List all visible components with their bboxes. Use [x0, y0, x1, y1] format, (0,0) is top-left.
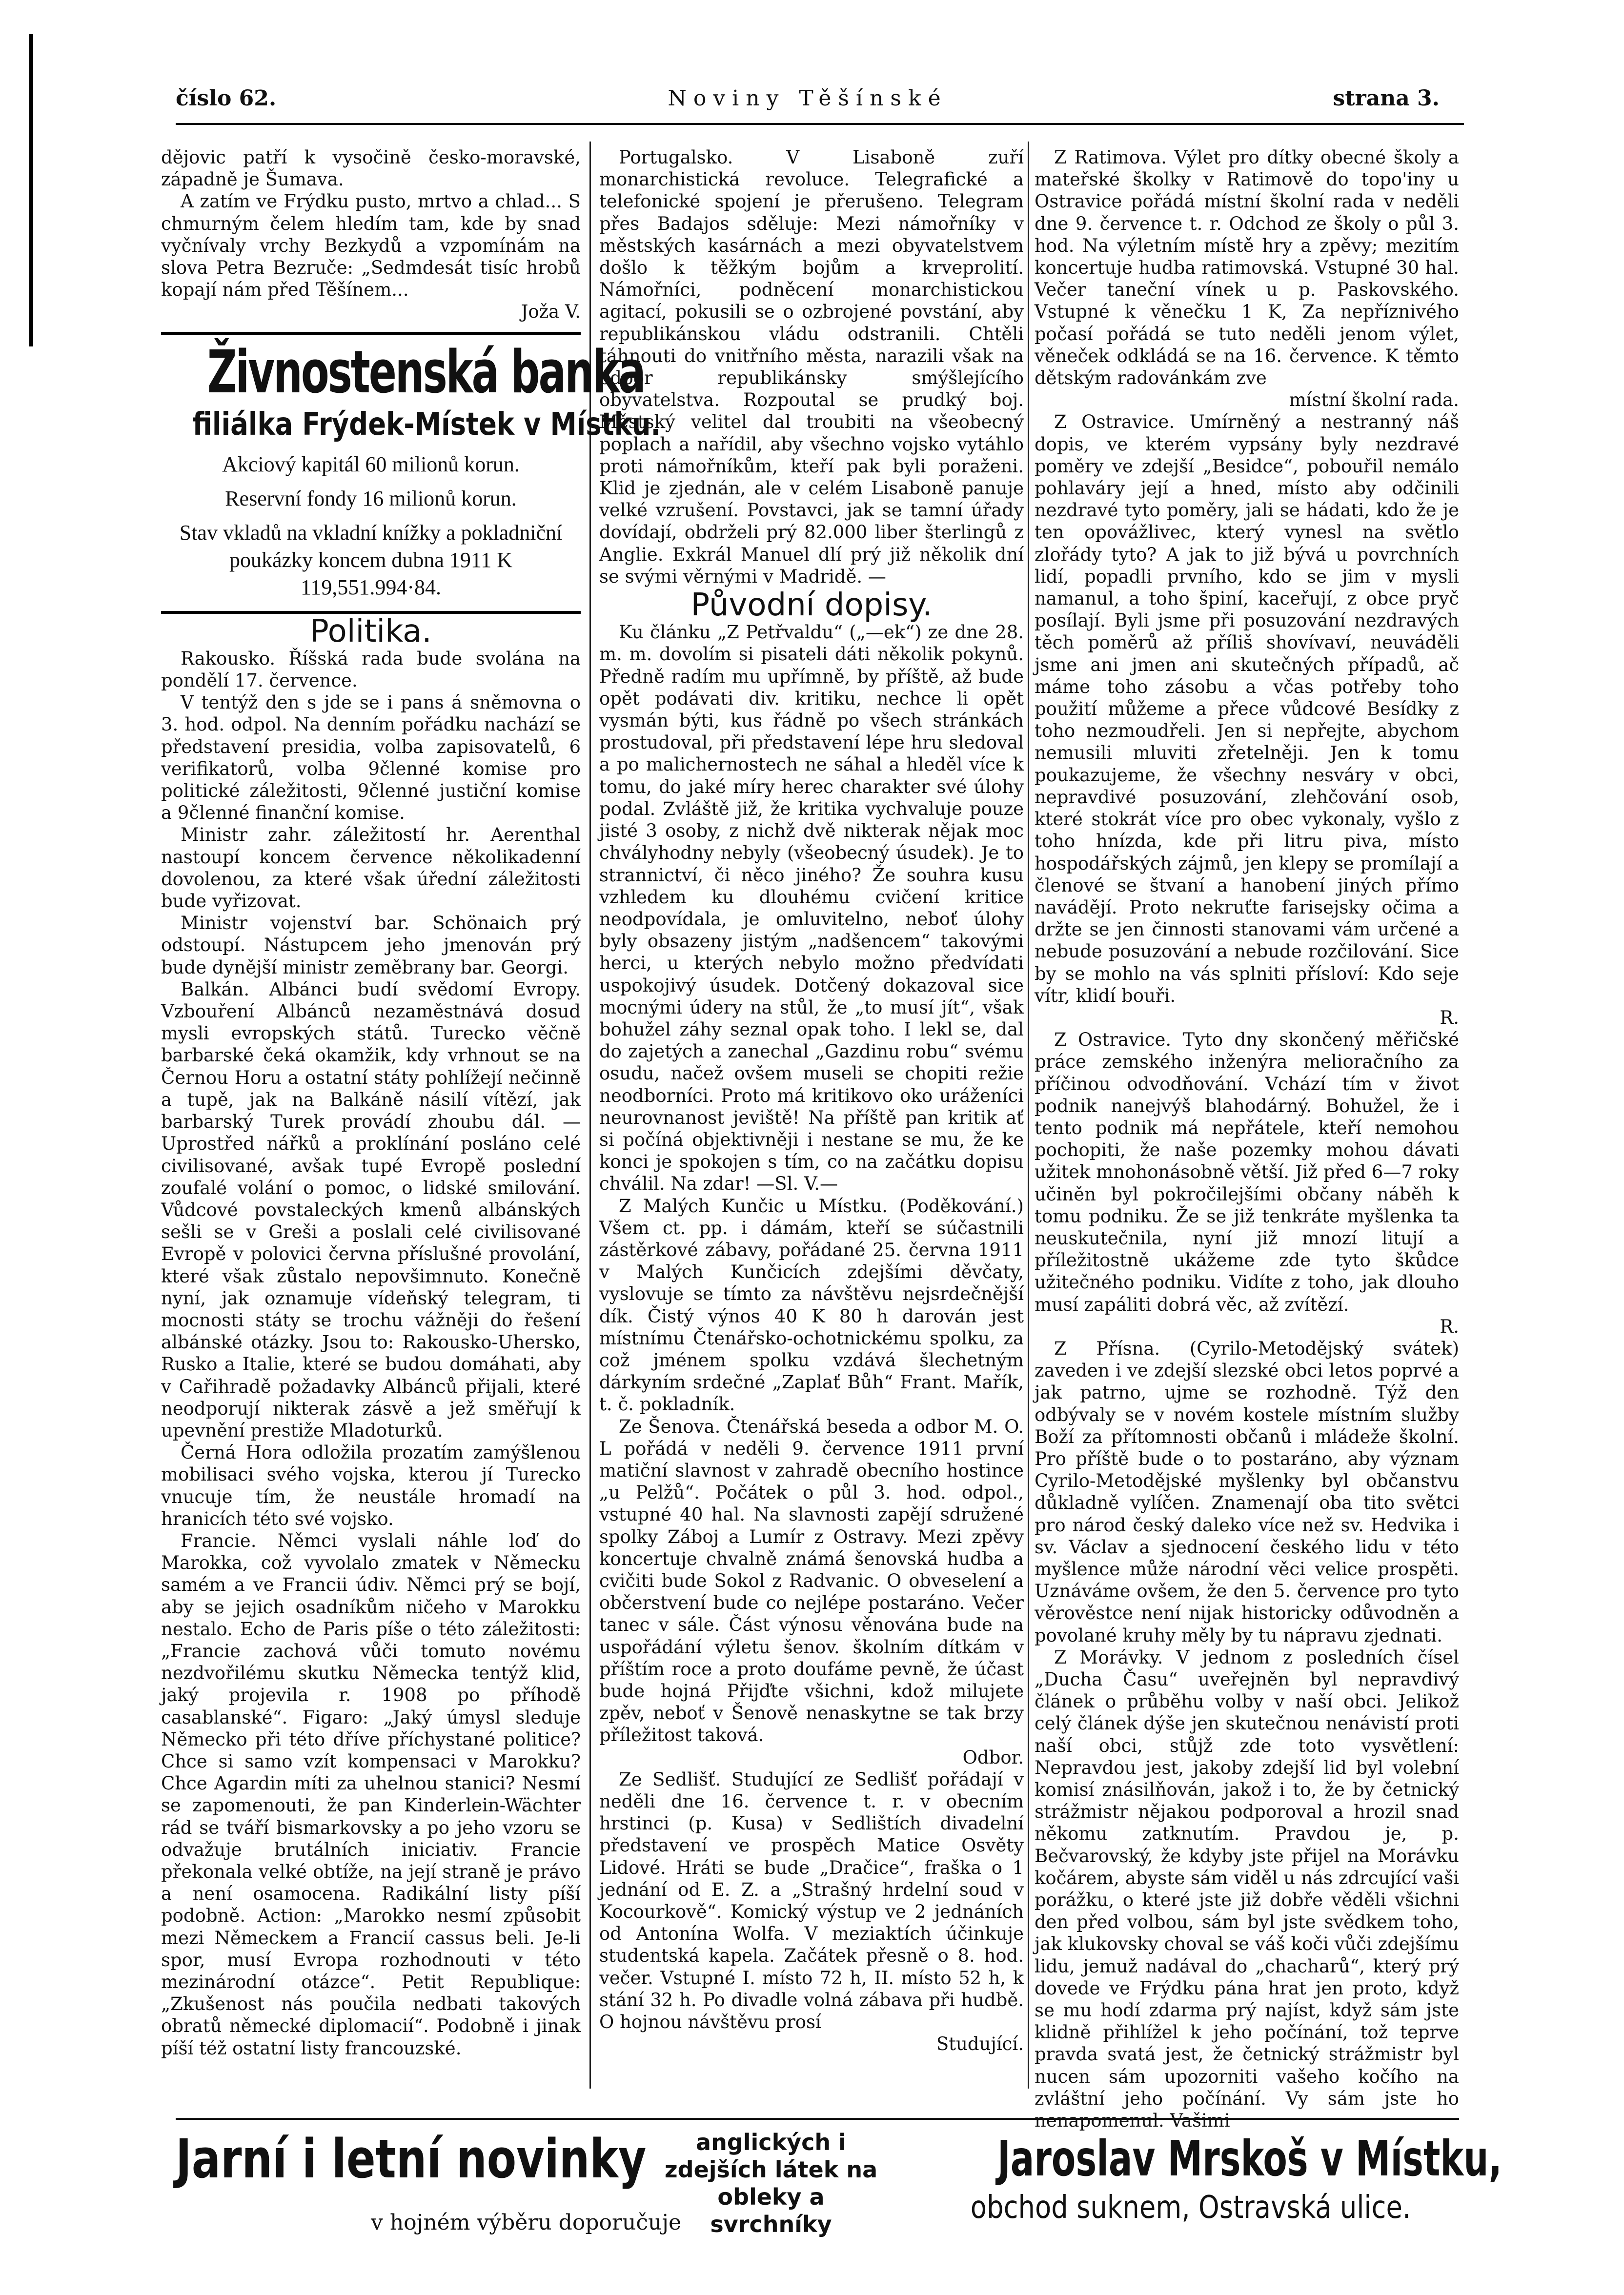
article-paragraph: Ministr vojenství bar. Schönaich prý odstoupí. Nástupcem jeho jmenován prý bude dynější ministr zeměbrany bar. Georgi. [161, 913, 581, 978]
bank-advertisement [161, 332, 661, 614]
column-divider-2 [1028, 142, 1029, 2089]
letter-paragraph: Z Ratimova. Výlet pro dítky obecné školy a mateřské školky v Ratimově do topo'iny u Ostravice pořádá místní školní rada v neděli dne 9. července t. r. Odchod ze školy o půl 3. hod. Na výletním místě hry a zpěvy; mezitím koncertuje hudba ratimovská. Vstupné 30 hal. Večer taneční vínek u p. Paskovského. Vstupné k věnečku 1 K, Za nepříznivého počasí pořádá se tuto neděli jenom výlet, věneček odkládá se na 16. července. K těmto dětským radovánkám zve [1035, 147, 1459, 389]
letter-paragraph: Ze Sedlišť. Studující ze Sedlišť pořádají v neděli dne 16. července t. r. v obecním hrstinci (p. Kusa) v Sedlištích divadelní představení ve prospěch Matice Osvěty Lidové. Hráti se bude „Dračice“, fraška o 1 jednání od E. Z. a „Strašný hrdelní soud v Kocourkově“. Komický výstup ve 2 jednáních od Antonína Wolfa. V meziaktích účinkuje studentská kapela. Začátek přesně o 8. hod. večer. Vstupné I. místo 72 h, II. místo 52 h, k stání 32 h. Po divadle volná zábava při hudbě. O hojnou návštěvu prosí [599, 1768, 1024, 2033]
article-paragraph: dějovic patří k vysočině česko-moravské, západně je Šumava. [161, 147, 581, 190]
section-heading-dopisy: Původní dopisy. [690, 587, 933, 624]
letter-signature: R. [1440, 1007, 1459, 1028]
letter-paragraph: Z Morávky. V jednom z posledních čísel „Ducha Času“ uveřejněn byl nepravdivý článek o průběhu volby v naší obci. Jelikož celý článek dýše jen skutečnou nenávistí proti naší obci, stůjž zde toto vysvětlení: Nepravdou jest, jakoby zdejší lid byl volební komisí znásilňován, jakož i to, že by četnický strážmistr nějakou podporoval a hrozil snad někomu zatknutím. Pravdou je, p. Bečvarovský, že kdyby jste přijel na Morávku kočárem, abyste sám viděl u nás zdrcující vaši porážku, o které jste již dobře věděli všichni den před volbou, sám byl jste svědkem toho, jak klukovsky choval se váš koči vůči zdejšímu lidu, jemuž nadával do „chacharů“, který prý dovede ve Frýdku pána hrat jen proto, když se mu hodí zdarma prý najíst, když sám jste klidně přihlížel k jeho počínání, tož teprve pravda svatá jest, že četnický strážmistr byl nucen sám upozorniti vašeho kočího na zvláštní jeho počínání. Vy sám jste ho nenapomenul. Vašimi [1035, 1646, 1459, 2132]
article-paragraph: Ministr zahr. záležitostí hr. Aerenthal nastoupí koncem července několikadenní dovolenou, za které však úřední záležitosti bude vyřizovat. [161, 824, 581, 912]
letter-paragraph: Z Ostravice. Tyto dny skončený měřičské práce zemského inženýra melioračního za příčinou odvodňování. Vchází tím v život podnik nanejvýš blahodárný. Bohužel, že i tento podnik má nepřátele, kteří nemohou pochopiti, že naše pozemky mohou dávati užitek mnohonásobně větší. Již před 6—7 roky učiněn byl pokročilejšími občany náběh k tomu podniku. Že se již tenkráte myšlenka ta neuskutečnila, nyní již mnozí litují a příležitostně ukážeme zde tyto škůdce užitečného podniku. Vidíte z toho, jak dlouho musí zapáliti dobrá věc, až zvítězí. [1035, 1029, 1459, 1315]
column-1 [161, 146, 661, 2113]
footer-ad-title: Jarní i letní novinky [176, 2128, 647, 2190]
footer-advertisement [176, 2118, 1502, 2247]
footer-ad-merchant: Jaroslav Mrskoš v Místku, [997, 2130, 1502, 2187]
column-2 [599, 146, 1024, 2113]
footer-ad-fabrics: anglických i zdejších látek na obleky a svrchníky [664, 2129, 878, 2237]
footer-ad-shop: obchod suknem, Ostravská ulice. [970, 2190, 1411, 2226]
article-paragraph: Francie. Němci vyslali náhle loď do Marokka, což vyvolalo zmatek v Německu samém a ve Francii údiv. Němci prý se bojí, aby se jejich osadníkům ničeho v Marokku nestalo. Echo de Paris píše o této záležitosti: „Francie zachová vůči tomuto novému nezdvořilému skutku Německa tentýž klid, jaký projevila r. 1908 po příhodě casablanské“. Figaro: „Jaký úmysl sleduje Německo při této dříve příchystané politice? Chce si samo vzít kompensaci v Marokku? Chce Agardin míti za uhelnou stanici? Nesmí se zapomenouti, že pan Kinderlein-Wächter rád se tváří bismarkovsky a po jeho vzoru se odvažuje brutálních iniciativ. Francie překonala velké obtíže, na její straně je právo a není osamocena. Radikální listy píší podobně. Action: „Marokko nesmí způsobit mezi Německem a Francií cassus beli. Je-li spor, musí Evropa rozhodnouti v této mezinárodní otázce“. Petit Republique: „Zkušenost nás poučila nedbati takových obratů německé diplomacií“. Podobně i jinak píší též ostatní listy francouzské. [161, 1530, 581, 2059]
article-paragraph: A zatím ve Frýdku pusto, mrtvo a chlad... S chmurným čelem hledím tam, kde by snad vyčnívaly vrchy Bezkydů a vzpomínám na slova Petra Bezruče: „Sedmdesát tisíc hrobů kopají nám před Těšínem... [161, 191, 581, 301]
article-signature: Joža V. [521, 301, 581, 323]
article-paragraph: Portugalsko. V Lisaboně zuří monarchistická revoluce. Telegrafické a telefonické spojení je přerušeno. Telegram přes Badajos sděluje: Mezi námořníky v městských kasárnách a mezi obyvatelstvem došlo k těžkým bojům a krveprolití. Námořníci, podněcení monarchistickou agitací, pokusili se o ozbrojené povstání, aby republikánskou vládu odstranili. Chtěli táhnouti do vnitřního města, narazili však na odpor republikánsky smýšlejícího obyvatelstva. Rozpoutal se prudký boj. Městský velitel dal troubiti na všeobecný poplach a nařídil, aby všechno vojsko vytáhlo proti námořníkům, kteří pak byli poraženi. Klid je zjednán, ale v celém Lisaboně panuje velké vzrušení. Povstavci, jak se tamní úřady dovídají, obdrželi prý 82.000 liber šterlingů z Anglie. Exkrál Manuel dlí prý již několik dní se svými věrnými v Madridě. — [599, 147, 1024, 587]
letter-paragraph: Ze Šenova. Čtenářská beseda a odbor M. O. L pořádá v neděli 9. července 1911 první matiční slavnost v zahradě obecního hostince „u Pelžů“. Počátek o půl 3. hod. odpol., vstupné 40 hal. Na slavnosti zapějí sdružené spolky Záboj a Lumír z Ostravy. Mezi zpěvy koncertuje chvalně známá šenovská hudba a cvičiti bude Sokol z Radvanic. O obveselení a občerstvení bude co nejlépe postaráno. Večer tanec v sále. Část výnosu věnována bude na uspořádání výletu šenov. školním dítkám v příštím roce a proto doufáme pevně, že účast bude hojná Přijďte všichni, kdož milujete zpěv, neboť v Šenově nenaskytne se tak brzy příležitost taková. [599, 1416, 1024, 1746]
letter-signature: Odbor. [962, 1747, 1024, 1768]
issue-number: číslo 62. [176, 86, 277, 111]
bank-ad-reserves: Reservní fondy 16 milionů korun. [225, 486, 517, 510]
footer-ad-subtitle: v hojném výběru doporučuje [371, 2210, 682, 2235]
article-paragraph: V tentýž den s jde se i pans á sněmovna o 3. hod. odpol. Na denním pořádku nachází se představení presidia, volba zapisovatelů, 6 verifikatorů, volba 9členné komise pro politické záležitosti, 9členné justiční komise a 9členné finanční komise. [161, 692, 581, 824]
letter-signature: místní školní rada. [1289, 389, 1459, 411]
bank-ad-capital: Akciový kapitál 60 milionů korun. [222, 452, 520, 476]
column-3 [1035, 146, 1459, 2132]
letter-signature: R. [1440, 1316, 1459, 1337]
article-paragraph: Černá Hora odložila prozatím zamýšlenou mobilisaci svého vojska, kterou jí Turecko vnucuje tím, že neustále hromadí na hranicích této své vojsko. [161, 1442, 581, 1529]
article-paragraph: Rakousko. Říšská rada bude svolána na pondělí 17. července. [161, 648, 581, 691]
header-rule [176, 123, 1464, 125]
page-binding-edge [29, 34, 33, 346]
bank-ad-deposits: Stav vkladů na vkladní knížky a pokladniční poukázky koncem dubna 1911 K 119,551.994·84. [179, 520, 563, 599]
bank-ad-title: Živnostenská banka [207, 338, 645, 406]
letter-paragraph: Z Malých Kunčic u Místku. (Poděkování.) Všem ct. pp. i dámám, kteří se súčastnili zástěrkové zábavy, pořádané 25. června 1911 v Malých Kunčicích zdejšími děvčaty, vyslovuje se tímto za návštěvu nejsrdečnější dík. Čistý výnos 40 K 80 h darován jest místnímu Čtenářsko-ochotnickému spolku, za což jménem spolku vzdává šlechetným dárkyním srdečné „Zaplať Bůh“ Frant. Mařík, t. č. pokladník. [599, 1195, 1024, 1415]
page-header [176, 86, 1440, 120]
footer-ad-left [176, 2130, 654, 2188]
section-heading-politika: Politika. [310, 613, 432, 650]
article-paragraph: Balkán. Albánci budí svědomí Evropy. Vzbouření Albánců nezaměstnává dosud mysli evropských států. Turecko věčně barbarské čeká okamžik, kdy vrhnout se na Černou Horu a ostatní státy pohlížejí nečinně a tupě, jak na Balkáně násilí vítězí, jak barbarský Turek provádí zhoubu dál. — Uprostřed nářků a proklínání posláno celé civilisované, avšak tupé Evropě poslední zoufalé volání o pomoc, o lidské smilování. Vůdcové povstaleckých kmenů albánských sešli se v Greši a poslali celé civilisované Evropě v polovici června příslušné provolání, které však zůstalo nepovšimnuto. Konečně nyní, jak oznamuje vídeňský telegram, ti mocnosti státy se trochu vážněji do řešení albánské otázky. Jsou to: Rakousko-Uhersko, Rusko a Italie, které se budou domáhati, aby v Cařihradě požadavky Albánců přijali, které neodporují nikterak zásvě a jež směřují k upevnění prestiže Mladoturků. [161, 978, 581, 1441]
masthead: Noviny Těšínské [668, 86, 948, 111]
letter-paragraph: Ku článku „Z Petřvaldu“ („—ek“) ze dne 28. m. m. dovolím si pisateli dáti několik pokynů. Předně radím mu upřímně, by příště, až bude opět podávati div. kritiku, nechce li opět vysmán býti, kus řádně po všech stránkách prostudoval, při představení lépe hru sledoval a po malichernostech ne sáhal a hleděl více k tomu, do jaké míry herec charakter své úlohy podal. Zvláště již, že kritika vychvaluje pouze jisté 3 osoby, z nichž dvě nikterak nějak moc chvályhodny nebyly (všeobecný úsudek). Je to strannictví, či něco jiného? Že souhra kusu vzhledem ku dlouhému cvičení kritice neodpovídala, je omluvitelno, neboť úlohy byly obsazeny jistým „nadšencem“ takovými herci, u kterých nebylo možno předvídati uspokojivý úsudek. Dotčený dokazoval sice mocnými údery na stůl, že „to musí jít“, však bohužel záhy seznal opak toho. I lekl se, dal do zajetých a zanechal „Gazdinu robu“ svému osudu, načež ovšem museli se chopiti režie neodborníci. Proto má kritikovo oko uráženíci neurovnanost jeviště! Na příště pan kritik ať si počíná objektivněji i nestane se mu, že ke konci je spokojen s tím, co na začátku dopisu chválil. Na zdar! —Sl. V.— [599, 622, 1024, 1195]
letter-paragraph: Z Ostravice. Umírněný a nestranný náš dopis, ve kterém vypsány byly nezdravé poměry ve zdejší „Besidce“, pobouřil nemálo pohlaváry její a hned, místo aby odčinili nezdravé tyto poměry, jali se hádati, kdo že je ten opovážlivec, který vynesl na světlo zlořády tyto? A jak to již bývá u povrchních lidí, popadli prvního, kdo se jim v mysli namanul, a toho špiní, kaceřují, z obce pryč posílají. Byli jsme při posuzování nezdravých těch poměrů až příliš shovívaví, neuváděli jsme ani jmen ani skutečných případů, ač máme toho zásobu a včas potřeby toho použití můžeme a přece vůdcové Besídky z toho nezmoudřeli. Jen si nepřejte, abychom nemusili mluviti zřetelněji. Jen k tomu poukazujeme, že všechny nesváry v obci, nepravdivé posuzování, zlehčování osob, které stokrát více pro obec vykonaly, vyšlo z toho hnízda, kde při litru piva, místo hospodářských zájmů, jen klepy se promílají a členové se štvaní a hanobení jiných přímo navádějí. Proto nekruťte farisejsky očima a držte se jen činnosti stanovami vám určené a nebude posuzování a nebude rozčilování. Sice by se mohlo na vás splniti přísloví: Kdo seje vítr, klidí bouři. [1035, 411, 1459, 1006]
letter-signature: Studující. [936, 2033, 1024, 2055]
letter-paragraph: Z Přísna. (Cyrilo-Metodějský svátek) zaveden i ve zdejší slezské obci letos poprvé a jak patrno, ujme se rozhodně. Týž den odbývaly se v novém kostele místním služby Boží za přítomnosti občanů i mládeže školní. Pro příště bude o to postaráno, aby význam Cyrilo-Metodějské myšlenky byl občanstvu důkladně vylíčen. Znamenají oba tito světci pro národ český daleko více než sv. Hedvika i sv. Václav a sjednocení českého lidu v této myšlence může národní věci velice prospěti. Uznáváme ovšem, že den 5. července pro tyto věrověstce není nijak historicky odůvodněn a povolané kruhy měly by tu nápravu zjednati. [1035, 1338, 1459, 1646]
page-number: strana 3. [1333, 86, 1440, 111]
footer-ad-right [922, 2130, 1502, 2227]
bank-ad-branch: filiálka Frýdek-Místek v Místku. [192, 406, 661, 443]
